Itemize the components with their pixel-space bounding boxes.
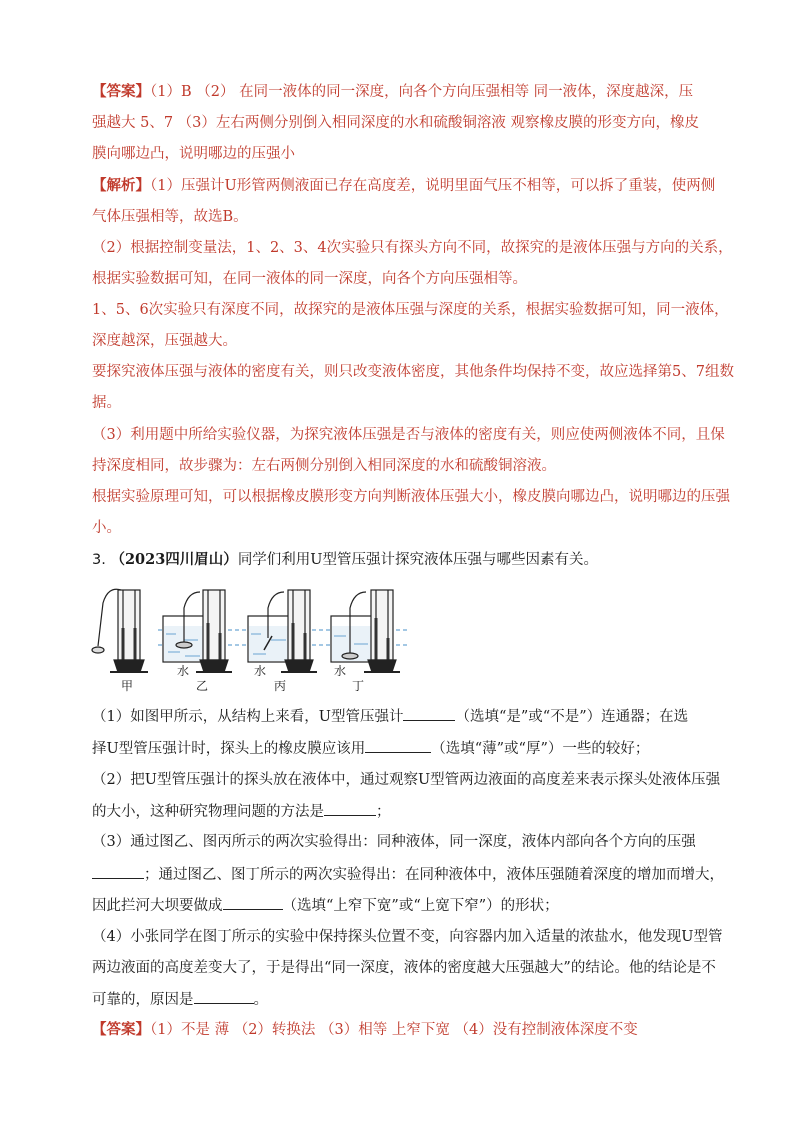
q3-part4-line3 xyxy=(92,989,712,1010)
analysis-line-5: 1、5、6次实验只有深度不同，故探究的是液体压强与深度的关系，根据实验数据可知，同一液体， xyxy=(92,302,729,318)
answer3-line xyxy=(92,1020,712,1040)
q3-part3-line3 xyxy=(92,895,712,916)
q3-part4-line2: 两边液面的高度差变大了，于是得出“同一深度，液体的密度越大压强越大”的结论。他的结论是不 xyxy=(92,960,716,976)
answer3-tag: 【答案】 xyxy=(92,1021,150,1038)
answer-tag: 【答案】 xyxy=(92,83,150,100)
manometer-bing xyxy=(248,590,317,672)
analysis-line-3: （2）根据控制变量法，1、2、3、4次实验只有探头方向不同，故探究的是液体压强与方向的关系， xyxy=(92,240,733,256)
q3-part2-text-c: ； xyxy=(376,804,391,820)
q3-part1-text-b: （选填“是”或“不是”）连通器；在选 xyxy=(455,709,689,725)
manometer-jia xyxy=(92,589,148,672)
q3-part4-line1: （4）小张同学在图丁所示的实验中保持探头位置不变，向容器内加入适量的浓盐水，他发现U型管 xyxy=(92,929,723,945)
analysis-line-7: 要探究液体压强与液体的密度有关，则只改变液体密度，其他条件均保持不变，故应选择第5、7组数 xyxy=(92,364,734,380)
analysis-line-2: 气体压强相等，故选B。 xyxy=(92,209,248,225)
q3-part1-line2 xyxy=(92,738,712,759)
answer3-text: （1）不是 薄 （2）转换法 （3）相等 上窄下宽 （4）没有控制液体深度不变 xyxy=(150,1022,638,1038)
q3-part4-text-c: 可靠的，原因是 xyxy=(92,992,194,1008)
q3-part2-text-b: 的大小，这种研究物理问题的方法是 xyxy=(92,804,324,820)
question-number: 3. xyxy=(92,552,106,568)
answer-blank-6[interactable] xyxy=(194,989,254,1004)
analysis-tag: 【解析】 xyxy=(92,177,150,194)
label-water-ding: 水 xyxy=(334,664,347,678)
answer-blank-3[interactable] xyxy=(324,801,376,816)
q3-part2-line2 xyxy=(92,801,712,822)
answer-text: （1）B （2） 在同一液体的同一深度，向各个方向压强相等 同一液体，深度越深，压 xyxy=(150,84,694,100)
label-bing: 丙 xyxy=(274,679,287,693)
analysis-line-10: 持深度相同，故步骤为：左右两侧分别倒入相同深度的水和硫酸铜溶液。 xyxy=(92,458,556,474)
q3-part1-line1 xyxy=(92,706,712,727)
q3-part3-line1: （3）通过图乙、图丙所示的两次实验得出：同种液体，同一深度，液体内部向各个方向的压强 xyxy=(92,834,696,850)
answer-line-1 xyxy=(92,82,712,102)
label-yi: 乙 xyxy=(196,679,209,693)
answer-blank-2[interactable] xyxy=(365,738,431,753)
label-ding: 丁 xyxy=(352,679,365,693)
q3-part1-text-d: （选填“薄”或“厚”）一些的较好； xyxy=(431,741,650,757)
analysis-line-6: 深度越深，压强越大。 xyxy=(92,333,237,349)
manometer-ding xyxy=(331,590,400,672)
analysis-line-11: 根据实验原理可知，可以根据橡皮膜形变方向判断液体压强大小，橡皮膜向哪边凸，说明哪边的压强 xyxy=(92,489,730,505)
analysis-line-4: 根据实验数据可知，在同一液体的同一深度，向各个方向压强相等。 xyxy=(92,271,527,287)
q3-part3-text-d: （选填“上窄下宽”或“上宽下窄”）的形状； xyxy=(282,898,559,914)
analysis-line-12: 小。 xyxy=(92,520,121,536)
question-stem-text: 同学们利用U型管压强计探究液体压强与哪些因素有关。 xyxy=(237,552,599,568)
question-source: （2023四川眉山） xyxy=(110,551,238,568)
q3-part3-text-b: ；通过图乙、图丁所示的两次实验得出：在同种液体中，液体压强随着深度的增加而增大， xyxy=(144,867,724,883)
manometer-yi xyxy=(163,590,232,672)
analysis-line-1 xyxy=(92,176,716,196)
label-water-bing: 水 xyxy=(254,664,267,678)
manometer-diagram xyxy=(88,578,418,698)
q3-part1-text-a: （1）如图甲所示，从结构上来看，U型管压强计 xyxy=(92,709,404,725)
answer-blank-5[interactable] xyxy=(223,895,283,910)
q3-part3-text-c: 因此拦河大坝要做成 xyxy=(92,898,223,914)
label-jia: 甲 xyxy=(121,679,134,693)
u-tube-manometer-figure xyxy=(88,578,418,698)
q3-part4-text-d: 。 xyxy=(253,992,268,1008)
q3-part2-line1: （2）把U型管压强计的探头放在液体中，通过观察U型管两边液面的高度差来表示探头处液体压强 xyxy=(92,772,721,788)
analysis-line-8: 据。 xyxy=(92,395,121,411)
analysis-line-9: （3）利用题中所给实验仪器，为探究液体压强是否与液体的密度有关，则应使两侧液体不同，且保 xyxy=(92,427,725,443)
label-water-yi: 水 xyxy=(177,664,190,678)
answer-blank-4[interactable] xyxy=(92,864,144,879)
answer-line-2: 强越大 5、7 （3）左右两侧分别倒入相同深度的水和硫酸铜溶液 观察橡皮膜的形变方向，橡皮 xyxy=(92,115,699,131)
q3-part1-text-c: 择U型管压强计时，探头上的橡皮膜应该用 xyxy=(92,741,366,757)
answer-line-3: 膜向哪边凸，说明哪边的压强小 xyxy=(92,146,295,162)
q3-part3-line2 xyxy=(92,864,724,885)
analysis-text: （1）压强计U形管两侧液面已存在高度差，说明里面气压不相等，可以拆了重装，使两侧 xyxy=(150,178,716,194)
question-3-stem xyxy=(92,550,712,570)
answer-blank-1[interactable] xyxy=(403,706,455,721)
